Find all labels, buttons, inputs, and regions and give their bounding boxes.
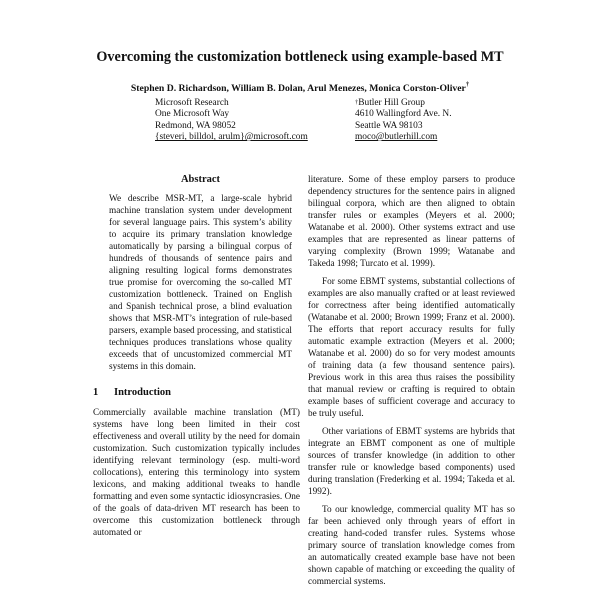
- paper-title: Overcoming the customization bottleneck using example-based MT: [96, 49, 504, 65]
- intro-paragraph: Commercially available machine translation (MT) systems have long been limited in their cost effectiveness and overall utility by the need for domain customization. Such customization typically includes identifying relevant terminology (esp. multi-word collocations), entering this terminology into system lexicons, and making additional tweaks to handle formatting and even some syntactic idiosyncrasies. One of the goals of data-driven MT research has been to overcome this customization bottleneck through automated or: [93, 408, 300, 538]
- affiliation-street: 4610 Wallingford Ave. N.: [355, 109, 452, 120]
- section-heading-introduction: [93, 387, 300, 399]
- abstract-text: We describe MSR-MT, a large-scale hybrid machine translation system under development for several language pairs. This system’s ability to acquire its primary translation knowledge automatically by parsing a bilingual corpus of hundreds of thousands of sentence pairs and aligning resulting logical forms demonstrates true promise for overcoming the so-called MT customization bottleneck. Trained on English and Spanish technical prose, a blind evaluation shows that MSR-MT’s integration of rule-based parsers, example based processing, and statistical techniques produces translations whose quality exceeds that of uncustomized commercial MT systems in this domain.: [109, 194, 292, 372]
- body-paragraph: To our knowledge, commercial quality MT has so far been achieved only through years of effort in creating hand-coded transfer rules. Systems whose primary source of translation knowledge comes from an automatically created example base have not been shown capable of matching or exceeding the quality of commercial systems.: [308, 505, 515, 587]
- affiliation-email[interactable]: {steveri, billdol, arulm}@microsoft.com: [155, 132, 308, 143]
- affiliation-email[interactable]: moco@butlerhill.com: [355, 132, 438, 143]
- section-title: Introduction: [114, 387, 171, 398]
- affiliation-street: One Microsoft Way: [155, 109, 230, 120]
- affiliation-org: Microsoft Research: [155, 98, 229, 108]
- affiliation-mark: †: [355, 99, 359, 106]
- author-list: [0, 83, 600, 94]
- section-number: 1: [93, 387, 99, 398]
- author-affiliation-mark: †: [465, 81, 470, 88]
- body-paragraph: Other variations of EBMT systems are hybrids that integrate an EBMT component as one of multiple sources of transfer knowledge (in addition to other transfer rule or knowledge based components) used during translation (Frederking et al. 1994; Takeda et al. 1992).: [308, 427, 515, 497]
- body-paragraph: literature. Some of these employ parsers to produce dependency structures for the sentence pairs in aligned bilingual corpora, which are then aligned to obtain transfer rules or examples (Meyers et al. 2000; Watanabe et al. 2000). Other systems extract and use examples that are represented as linear patterns of varying complexity (Brown 1999; Watanabe and Takeda 1998; Turcato et al. 1999).: [308, 175, 515, 269]
- affiliation-butler-hill: [355, 98, 452, 144]
- affiliation-org-line: [355, 98, 452, 109]
- abstract-heading: Abstract: [180, 174, 221, 185]
- affiliation-org: Butler Hill Group: [358, 98, 425, 108]
- left-column: [93, 174, 300, 539]
- affiliation-city: Seattle WA 98103: [355, 120, 423, 131]
- affiliation-city: Redmond, WA 98052: [155, 120, 236, 131]
- author-names: Stephen D. Richardson, William B. Dolan, Arul Menezes, Monica Corston-Oliver: [130, 83, 466, 94]
- right-column: [308, 174, 515, 588]
- body-paragraph: For some EBMT systems, substantial collections of examples are also manually crafted or at least reviewed for correctness after being identified automatically (Watanabe et al. 2000; Brown 1999; Franz et al. 2000). The efforts that report accuracy results for fully automatic example extraction (Meyers et al. 2000; Watanabe et al. 2000) do so for very modest amounts of training data (a few thousand sentence pairs). Previous work in this area thus raises the possibility that manual review or crafting is required to obtain example bases of sufficient coverage and accuracy to be truly useful.: [308, 277, 515, 419]
- affiliation-microsoft: [155, 98, 308, 144]
